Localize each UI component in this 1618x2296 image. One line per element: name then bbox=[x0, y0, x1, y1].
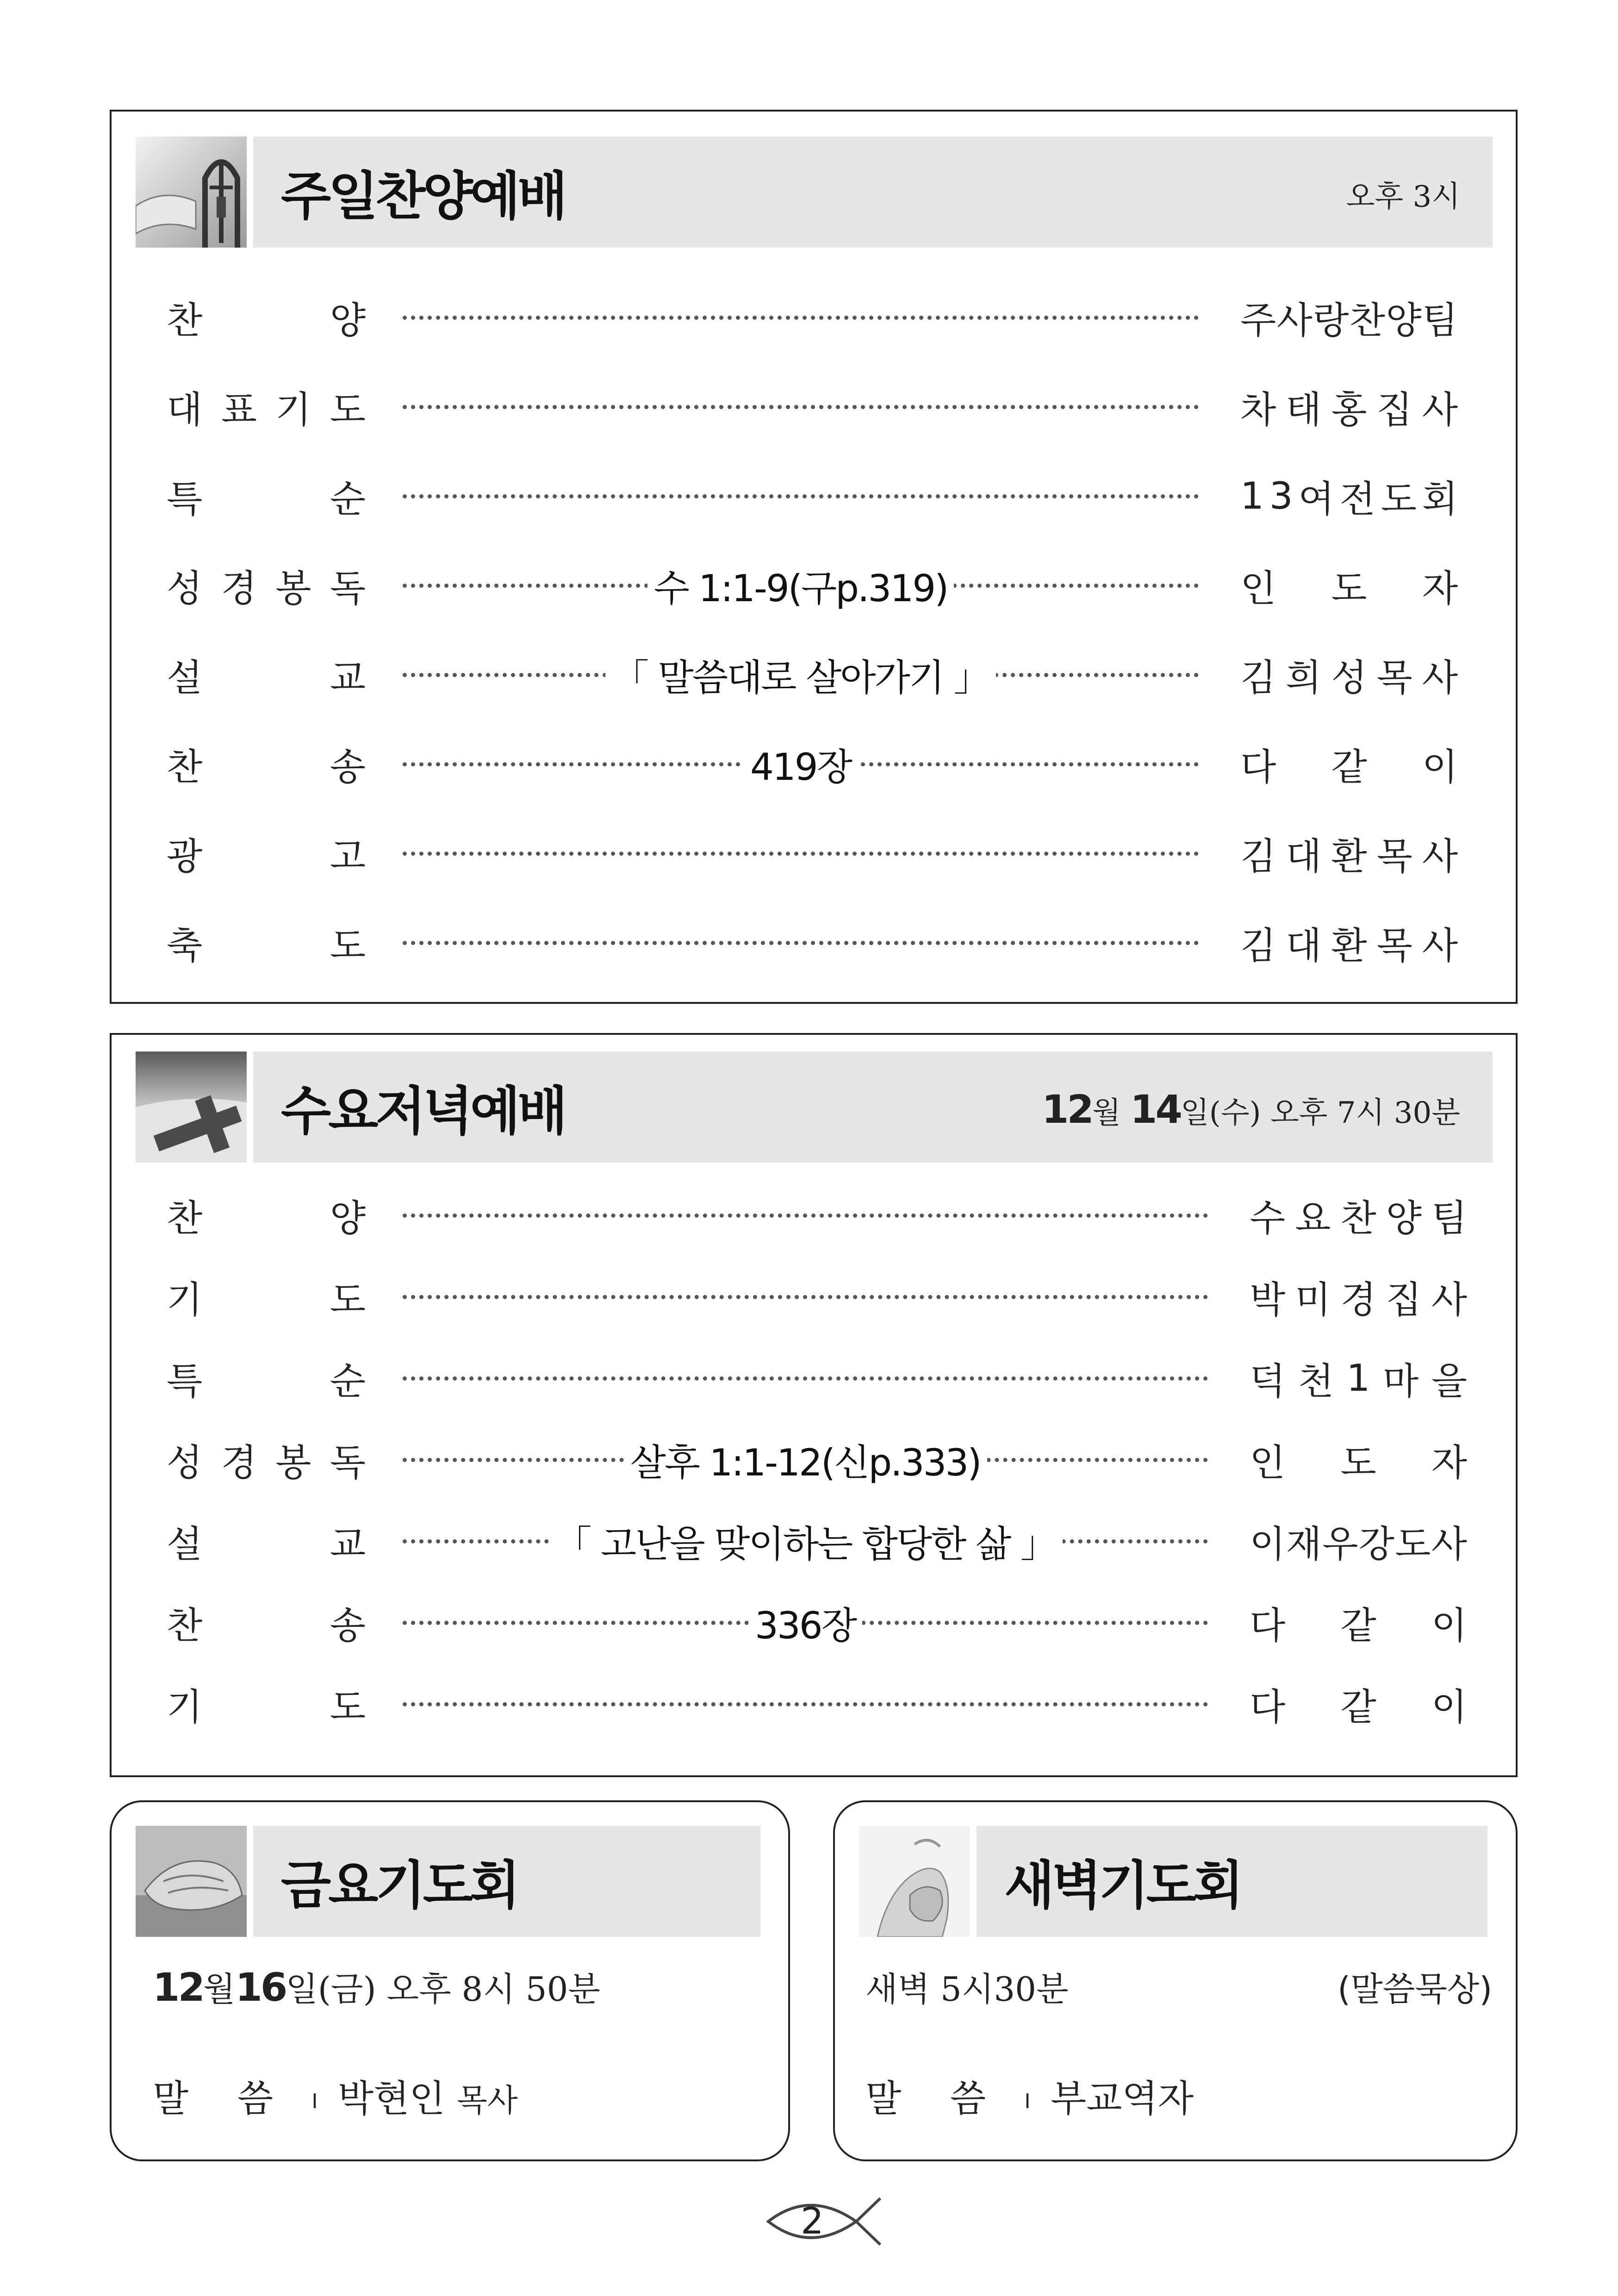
program-label bbox=[167, 1352, 366, 1403]
program-label bbox=[167, 470, 366, 521]
sunday-service-header bbox=[136, 137, 1493, 248]
program-person: 이 재 우 강 도 사 bbox=[1250, 1522, 1467, 1566]
program-label-char: 봉 bbox=[275, 1441, 311, 1484]
program-label-char: 표 bbox=[221, 388, 257, 431]
program-row bbox=[167, 560, 1458, 610]
friday-prayer-header bbox=[136, 1826, 760, 1937]
program-label-char: 도 bbox=[330, 1685, 366, 1729]
program-row bbox=[167, 649, 1458, 700]
program-label-char: 경 bbox=[221, 1441, 257, 1484]
program-label-char: 독 bbox=[330, 566, 366, 610]
program-label bbox=[167, 1678, 366, 1729]
wednesday-service-title: 수요저녁예배 bbox=[281, 1081, 565, 1142]
dawn-prayer-speaker: 말 씀 I 부교역자 bbox=[865, 2077, 1194, 2120]
dotted-leader bbox=[403, 405, 1199, 409]
program-label-char: 찬 bbox=[167, 299, 203, 342]
program-label bbox=[167, 917, 366, 968]
program-label-char: 양 bbox=[330, 1196, 366, 1240]
cross-bible-image bbox=[136, 1052, 247, 1163]
program-label-char: 양 bbox=[330, 299, 366, 342]
program-row bbox=[167, 381, 1458, 432]
program-person: 인 도 자 bbox=[1250, 1441, 1467, 1484]
program-detail: 「 말씀대로 살아가기 」 bbox=[605, 649, 996, 700]
program-label-char: 송 bbox=[330, 745, 366, 789]
program-label-char: 찬 bbox=[167, 1196, 203, 1240]
dawn-prayer-header bbox=[859, 1826, 1487, 1937]
program-row bbox=[167, 292, 1458, 342]
program-person: 다 같 이 bbox=[1240, 745, 1458, 789]
wednesday-service-time: 12월 14일(수) 오후 7시 30분 bbox=[1041, 1086, 1460, 1132]
folded-hands-image bbox=[859, 1826, 970, 1937]
program-row bbox=[167, 1515, 1467, 1566]
program-label bbox=[167, 292, 366, 342]
friday-prayer-datetime: 12월16일(금) 오후 8시 50분 bbox=[153, 1965, 600, 2010]
program-label-char: 광 bbox=[167, 834, 203, 878]
friday-prayer-title: 금요기도회 bbox=[281, 1855, 517, 1916]
program-label bbox=[167, 1189, 366, 1240]
program-person: 김 대 환 목 사 bbox=[1240, 834, 1458, 878]
program-person: 박 미 경 집 사 bbox=[1250, 1278, 1467, 1321]
program-label-char: 봉 bbox=[275, 566, 311, 610]
program-person: 주 사 랑 찬 양 팀 bbox=[1240, 299, 1458, 342]
program-label bbox=[167, 1515, 366, 1566]
program-label-char: 설 bbox=[167, 1522, 203, 1566]
program-person: 차 태 홍 집 사 bbox=[1240, 388, 1458, 431]
program-detail: 336장 bbox=[748, 1597, 862, 1648]
dotted-leader bbox=[403, 1295, 1208, 1299]
program-person: 1 3 여 전 도 회 bbox=[1240, 474, 1458, 521]
program-label-char: 특 bbox=[167, 1359, 203, 1403]
program-label-char: 기 bbox=[167, 1685, 203, 1729]
program-label-char: 도 bbox=[330, 924, 366, 967]
program-person: 덕 천 1 마 을 bbox=[1250, 1356, 1467, 1403]
program-label bbox=[167, 560, 366, 610]
program-person: 수 요 찬 양 팀 bbox=[1250, 1196, 1467, 1240]
program-label-char: 교 bbox=[330, 656, 366, 699]
program-person: 다 같 이 bbox=[1250, 1604, 1467, 1647]
program-detail: 419장 bbox=[744, 738, 858, 789]
dotted-leader bbox=[403, 494, 1199, 498]
program-row bbox=[167, 1189, 1467, 1240]
program-label-char: 찬 bbox=[167, 745, 203, 789]
program-label-char: 독 bbox=[330, 1441, 366, 1484]
dotted-leader bbox=[403, 316, 1199, 320]
church-bible-image bbox=[136, 137, 247, 248]
program-label-char: 경 bbox=[221, 566, 257, 610]
program-label-char: 고 bbox=[330, 834, 366, 878]
program-row bbox=[167, 1271, 1467, 1322]
sunday-service-title: 주일찬양예배 bbox=[281, 166, 565, 227]
wednesday-service-header bbox=[136, 1052, 1493, 1163]
program-label-char: 축 bbox=[167, 924, 203, 967]
dotted-leader bbox=[403, 1213, 1208, 1218]
dawn-prayer-note: (말씀묵상) bbox=[1338, 1970, 1493, 2009]
program-detail: 살후 1:1-12(신p.333) bbox=[624, 1434, 987, 1485]
program-label bbox=[167, 1434, 366, 1485]
friday-prayer-speaker: 말 씀 I 박현인 목사 bbox=[153, 2077, 518, 2120]
dotted-leader bbox=[403, 1702, 1208, 1706]
page-number-fish bbox=[759, 2184, 889, 2259]
program-label-char: 설 bbox=[167, 656, 203, 699]
program-label bbox=[167, 1597, 366, 1648]
sunday-service-time: 오후 3시 bbox=[1346, 180, 1460, 214]
program-label-char: 송 bbox=[330, 1604, 366, 1647]
program-row bbox=[167, 738, 1458, 789]
program-row bbox=[167, 1352, 1467, 1403]
program-person: 김 희 성 목 사 bbox=[1240, 656, 1458, 699]
program-row bbox=[167, 1678, 1467, 1729]
program-label-char: 순 bbox=[330, 1359, 366, 1403]
program-detail: 「 고난을 맞이하는 합당한 삶 」 bbox=[548, 1515, 1063, 1566]
program-row bbox=[167, 470, 1458, 521]
program-label-char: 성 bbox=[167, 566, 203, 610]
dawn-prayer-time: 새벽 5시30분 bbox=[865, 1970, 1069, 2009]
program-label-char: 찬 bbox=[167, 1604, 203, 1647]
program-person: 다 같 이 bbox=[1250, 1685, 1467, 1729]
program-person: 인 도 자 bbox=[1240, 566, 1458, 610]
dotted-leader bbox=[403, 941, 1199, 945]
program-label bbox=[167, 649, 366, 700]
program-label-char: 특 bbox=[167, 477, 203, 521]
program-label-char: 도 bbox=[330, 1278, 366, 1321]
program-row bbox=[167, 828, 1458, 878]
program-row bbox=[167, 1597, 1467, 1648]
praying-hands-image bbox=[136, 1826, 247, 1937]
program-label-char: 성 bbox=[167, 1441, 203, 1484]
program-label-char: 도 bbox=[330, 388, 366, 431]
dawn-prayer-title: 새벽기도회 bbox=[1004, 1855, 1241, 1916]
program-label-char: 기 bbox=[275, 388, 311, 431]
program-label-char: 순 bbox=[330, 477, 366, 521]
dotted-leader bbox=[403, 1376, 1208, 1381]
program-label bbox=[167, 828, 366, 878]
program-label-char: 기 bbox=[167, 1278, 203, 1321]
program-label bbox=[167, 381, 366, 432]
dotted-leader bbox=[403, 852, 1199, 856]
program-label-char: 교 bbox=[330, 1522, 366, 1566]
program-label bbox=[167, 1271, 366, 1322]
program-label-char: 대 bbox=[167, 388, 203, 431]
program-label bbox=[167, 738, 366, 789]
program-row bbox=[167, 1434, 1467, 1485]
page-number: 2 bbox=[801, 2201, 824, 2242]
program-detail: 수 1:1-9(구p.319) bbox=[647, 560, 954, 610]
program-person: 김 대 환 목 사 bbox=[1240, 924, 1458, 967]
program-row bbox=[167, 917, 1458, 968]
